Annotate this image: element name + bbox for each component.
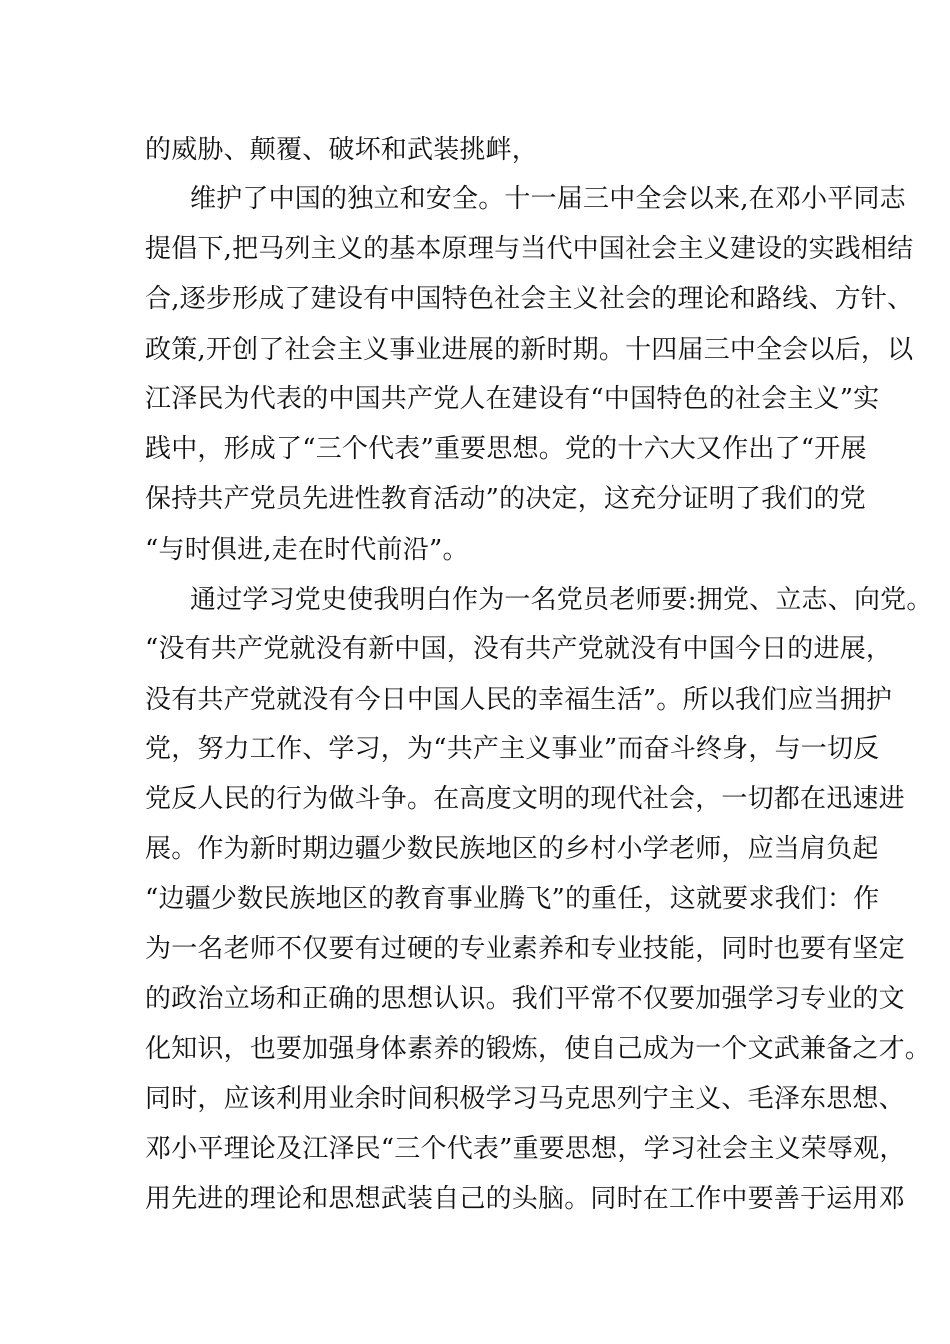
text-line: 用先进的理论和思想武装自己的头脑。同时在工作中要善于运用邓: [145, 1184, 905, 1214]
paragraph-start-line: 通过学习党史使我明白作为一名党员老师要:拥党、立志、向党。: [190, 585, 933, 615]
text-line: 提倡下,把马列主义的基本原理与当代中国社会主义建设的实践相结: [145, 234, 914, 264]
text-line: 党，努力工作、学习，为“共产主义事业”而奋斗终身，与一切反: [145, 734, 880, 764]
text-line: “边疆少数民族地区的教育事业腾飞”的重任，这就要求我们：作: [145, 884, 880, 914]
text-line: 同时，应该利用业余时间积极学习马克思列宁主义、毛泽东思想、: [145, 1084, 905, 1114]
text-line: 合,逐步形成了建设有中国特色社会主义社会的理论和路线、方针、: [145, 284, 914, 314]
text-line: 的威胁、颠覆、破坏和武装挑衅，: [145, 135, 539, 165]
text-line: 为一名老师不仅要有过硬的专业素养和专业技能，同时也要有坚定: [145, 934, 905, 964]
text-line: 的政治立场和正确的思想认识。我们平常不仅要加强学习专业的文: [145, 984, 905, 1014]
text-line: 保持共产党员先进性教育活动”的决定，这充分证明了我们的党: [145, 484, 866, 514]
paragraph-start-line: 维护了中国的独立和安全。十一届三中全会以来,在邓小平同志: [190, 184, 906, 214]
text-line: 展。作为新时期边疆少数民族地区的乡村小学老师，应当肩负起: [145, 834, 879, 864]
text-line: 践中，形成了“三个代表”重要思想。党的十六大又作出了“开展: [145, 434, 867, 464]
text-line: “没有共产党就没有新中国，没有共产党就没有中国今日的进展，: [145, 634, 893, 664]
text-line: 没有共产党就没有今日中国人民的幸福生活”。所以我们应当拥护: [145, 685, 893, 715]
text-line: 江泽民为代表的中国共产党人在建设有“中国特色的社会主义”实: [145, 384, 880, 414]
text-line: 政策,开创了社会主义事业进展的新时期。十四届三中全会以后，以: [145, 335, 914, 365]
text-line: “与时俱进,走在时代前沿”。: [145, 535, 469, 565]
text-line: 邓小平理论及江泽民“三个代表”重要思想，学习社会主义荣辱观，: [145, 1134, 906, 1164]
text-line: 党反人民的行为做斗争。在高度文明的现代社会，一切都在迅速进: [145, 784, 905, 814]
text-line: 化知识，也要加强身体素养的锻炼，使自己成为一个文武兼备之才。: [145, 1034, 932, 1064]
